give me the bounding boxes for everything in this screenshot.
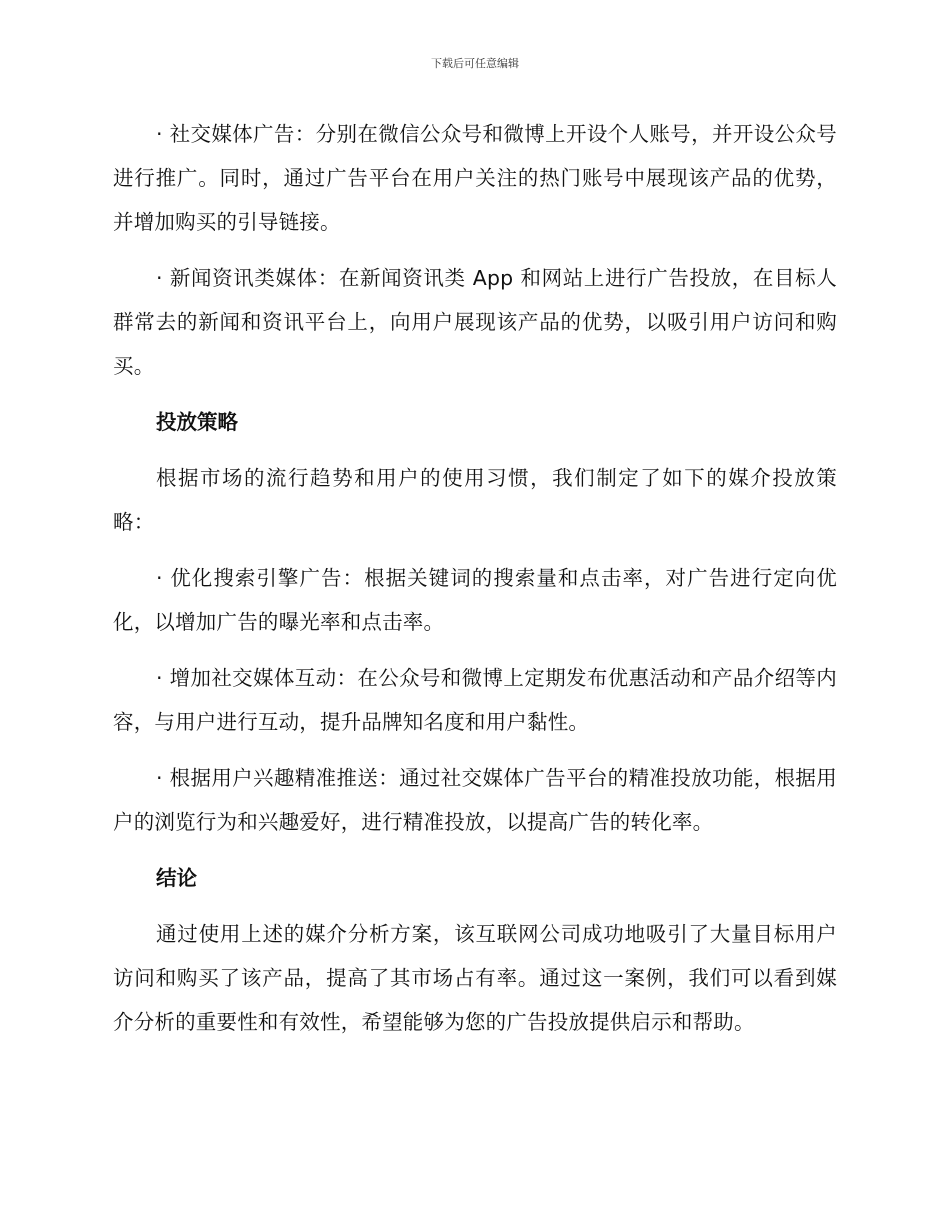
heading-strategy: 投放策略 (156, 410, 238, 434)
document-body (113, 112, 837, 1056)
bullet-news-media: · 新闻资讯类媒体：在新闻资讯类 App 和网站上进行广告投放，在目标人群常去的新闻和资讯平台上，向用户展现该产品的优势，以吸引用户访问和购买。 (113, 266, 837, 378)
bullet-social-interaction: · 增加社交媒体互动：在公众号和微博上定期发布优惠活动和产品介绍等内容，与用户进行互动，提升品牌知名度和用户黏性。 (113, 666, 837, 734)
header-note: 下载后可任意编辑 (431, 57, 519, 70)
strategy-intro: 根据市场的流行趋势和用户的使用习惯，我们制定了如下的媒介投放策略： (113, 466, 837, 534)
conclusion-paragraph: 通过使用上述的媒介分析方案，该互联网公司成功地吸引了大量目标用户访问和购买了该产品，提高了其市场占有率。通过这一案例，我们可以看到媒介分析的重要性和有效性，希望能够为您的广告投放提供启示和帮助。 (113, 922, 837, 1034)
bullet-search-optimization: · 优化搜索引擎广告：根据关键词的搜索量和点击率，对广告进行定向优化，以增加广告的曝光率和点击率。 (113, 566, 837, 634)
heading-conclusion: 结论 (156, 866, 197, 890)
bullet-precise-targeting: · 根据用户兴趣精准推送：通过社交媒体广告平台的精准投放功能，根据用户的浏览行为和兴趣爱好，进行精准投放，以提高广告的转化率。 (113, 766, 837, 834)
bullet-social-media: · 社交媒体广告：分别在微信公众号和微博上开设个人账号，并开设公众号进行推广。同时，通过广告平台在用户关注的热门账号中展现该产品的优势，并增加购买的引导链接。 (113, 122, 837, 234)
